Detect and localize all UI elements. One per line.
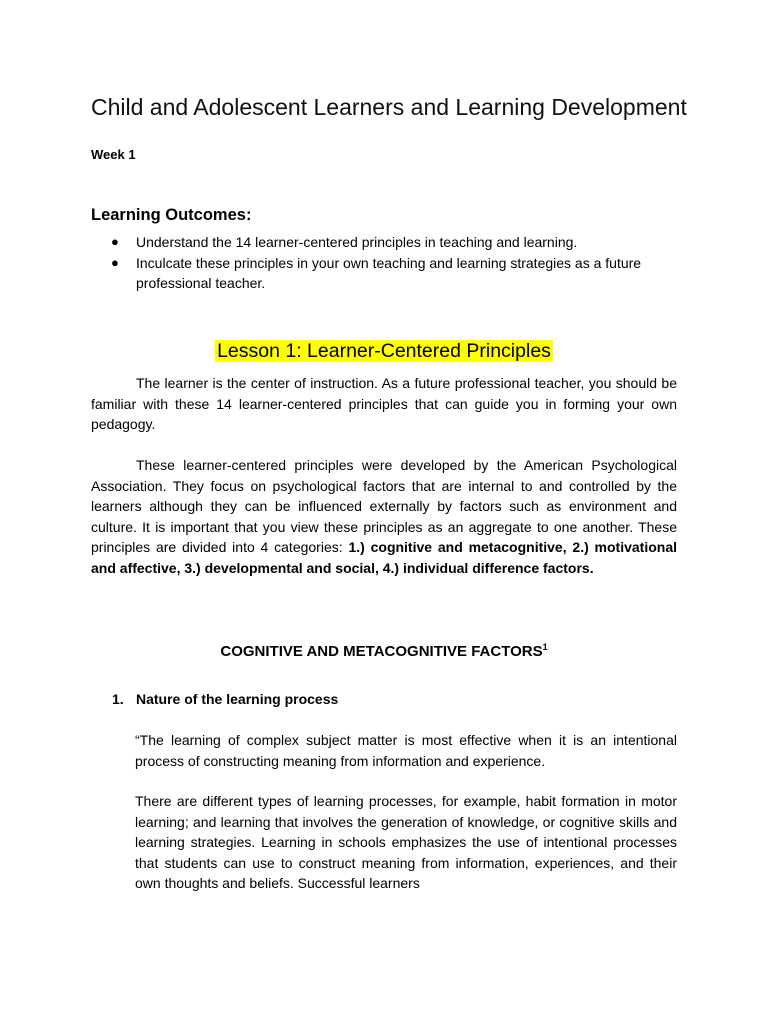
outcome-text: Understand the 14 learner-centered principles in teaching and learning. (136, 234, 578, 250)
numbered-heading (112, 689, 338, 709)
principles-paragraph (91, 455, 677, 579)
item-title: Nature of the learning process (136, 691, 339, 707)
item-number: 1. (112, 691, 124, 707)
intro-paragraph (91, 373, 677, 435)
lesson-title (0, 337, 768, 365)
document-title: Child and Adolescent Learners and Learning Development (91, 94, 687, 120)
outcome-text: Inculcate these principles in your own teaching and learning strategies as a future professional teacher. (136, 254, 642, 292)
week-label: Week 1 (91, 147, 136, 162)
bullet-icon: ● (111, 254, 119, 270)
footnote-marker[interactable]: 1 (542, 642, 548, 652)
section-heading (0, 641, 768, 663)
categories-bold-text: 1.) cognitive and metacognitive, 2.) motivational and affective, 3.) developmental and social, 4.) individual difference factors. (91, 539, 678, 576)
list-item (91, 232, 691, 253)
quote-paragraph: “The learning of complex subject matter is most effective when it is an intentional process of constructing meaning from information and experience. (135, 732, 677, 769)
body-paragraph: There are different types of learning processes, for example, habit formation in motor learning; and learning that involves the generation of knowledge, or cognitive skills and learning strategies. Learning in schools emphasizes the use of intentional processes that students can use to construct meaning from information, experiences, and their own thoughts and beliefs. Successful learners (135, 793, 677, 892)
intro-paragraph-text: The learner is the center of instruction. As a future professional teacher, you should be familiar with these 14 learner-centered principles that can guide you in forming your own pedagogy. (91, 375, 677, 433)
learning-outcomes-heading: Learning Outcomes: (91, 206, 252, 224)
learning-outcomes-list (91, 232, 691, 294)
bullet-icon: ● (111, 234, 119, 249)
list-item (91, 253, 691, 294)
principles-paragraph-text: These learner-centered principles were developed by the American Psychological Association. They focus on psychological factors that are internal to and controlled by the learners although they can be influenced externally by factors such as environment and culture. It is important that you view these principles as an aggregate to one another. These principles are divided into 4 categories: (91, 457, 677, 556)
section-heading-text: COGNITIVE AND METACOGNITIVE FACTORS (220, 643, 543, 660)
lesson-title-highlight: Lesson 1: Learner-Centered Principles (217, 340, 551, 362)
